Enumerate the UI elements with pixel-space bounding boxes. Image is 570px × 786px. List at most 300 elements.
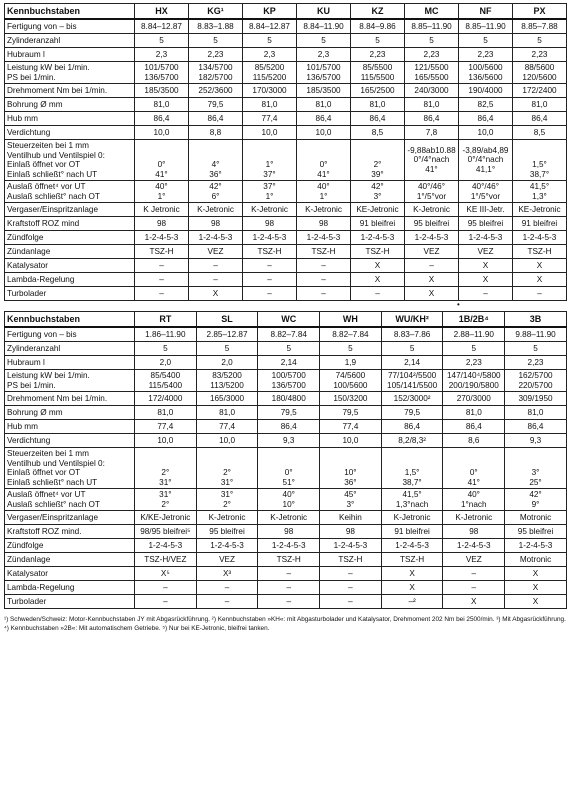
table-cell: 10,0 — [243, 126, 297, 140]
column-header: PX — [513, 4, 567, 20]
table-cell: 10,0 — [320, 434, 382, 448]
table-cell: TSZ-H — [351, 245, 405, 259]
table-cell: VEZ — [189, 245, 243, 259]
table-cell: 5 — [443, 342, 505, 356]
row-label: Steuerzeiten bei 1 mm Ventilhub und Ventilspiel 0: Einlaß öffnet vor OT Einlaß schließt° nach UT — [5, 448, 135, 489]
table-cell: 1-2-4-5-3 — [505, 539, 567, 553]
row-turbolader — [5, 595, 567, 609]
table-cell: 86,4 — [381, 420, 443, 434]
table-cell: 40° 1° — [135, 181, 189, 203]
table-cell: 190/4000 — [459, 84, 513, 98]
row-zuendfolge — [5, 539, 567, 553]
table-cell: 1-2-4-5-3 — [196, 539, 258, 553]
table-cell: 0° 41° — [443, 448, 505, 489]
table-cell: 152/3000² — [381, 392, 443, 406]
table-cell: K-Jetronic — [381, 511, 443, 525]
table-cell: 45° 3° — [320, 489, 382, 511]
table-cell: X — [513, 259, 567, 273]
table-cell: 98 — [297, 217, 351, 231]
row-vergaser — [5, 203, 567, 217]
table-cell: X — [381, 567, 443, 581]
row-fertigung — [5, 19, 567, 34]
table-cell: – — [258, 581, 320, 595]
table-cell: TSZ-H/VEZ — [135, 553, 197, 567]
header-row — [5, 4, 567, 20]
table-cell: 77/104²/5500 105/141/5500 — [381, 370, 443, 392]
table-cell: 81,0 — [405, 98, 459, 112]
table-cell: 147/140⁴/5800 200/190/5800 — [443, 370, 505, 392]
table-cell: 8.85–11.90 — [405, 19, 459, 34]
table-cell: 85/5400 115/5400 — [135, 370, 197, 392]
table-cell: 100/5700 136/5700 — [258, 370, 320, 392]
row-verdichtung — [5, 126, 567, 140]
table-cell: 86,4 — [405, 112, 459, 126]
table-cell: 10,0 — [135, 434, 197, 448]
row-steuer — [5, 140, 567, 181]
table-cell: 81,0 — [196, 406, 258, 420]
table-cell: TSZ-H — [381, 553, 443, 567]
row-label: Kraftstoff ROZ mind — [5, 217, 135, 231]
table-cell: 95 bleifrei — [196, 525, 258, 539]
row-label: Auslaß öffnet⁴ vor UT Auslaß schließt° nach OT — [5, 181, 135, 203]
table-cell: 91 bleifrei — [351, 217, 405, 231]
table-cell: 79,5 — [381, 406, 443, 420]
table-cell: – — [297, 259, 351, 273]
table-cell: 240/3000 — [405, 84, 459, 98]
table-cell: – — [196, 581, 258, 595]
table-cell: X — [405, 287, 459, 301]
table-cell: 2° 31° — [135, 448, 197, 489]
table-cell: 8.83–7.86 — [381, 327, 443, 342]
table-cell: – — [297, 273, 351, 287]
table-cell: K-Jetronic — [189, 203, 243, 217]
column-header: RT — [135, 312, 197, 328]
table-cell: 5 — [243, 34, 297, 48]
table-cell: Keihin — [320, 511, 382, 525]
row-zylinder — [5, 34, 567, 48]
table-cell: 8,5 — [513, 126, 567, 140]
table-cell: – — [189, 259, 243, 273]
row-vergaser — [5, 511, 567, 525]
table-cell: 8,2/8,3² — [381, 434, 443, 448]
table-cell: 2° 31° — [196, 448, 258, 489]
row-zylinder — [5, 342, 567, 356]
column-header: 3B — [505, 312, 567, 328]
table-cell: 86,4 — [513, 112, 567, 126]
table-cell: 1,9 — [320, 356, 382, 370]
table-cell: 10,0 — [297, 126, 351, 140]
table-cell: TSZ-H — [258, 553, 320, 567]
table-cell: 81,0 — [351, 98, 405, 112]
table-cell: 1-2-4-5-3 — [405, 231, 459, 245]
row-label: Hubraum l — [5, 356, 135, 370]
table-cell: 86,4 — [258, 420, 320, 434]
table-cell: Motronic — [505, 511, 567, 525]
table-cell: 8.84–9.86 — [351, 19, 405, 34]
table-cell: 1-2-4-5-3 — [443, 539, 505, 553]
table-cell: K Jetronic — [135, 203, 189, 217]
row-label: Bohrung Ø mm — [5, 98, 135, 112]
table-cell: 100/5600 136/5600 — [459, 62, 513, 84]
row-label: Hubraum l — [5, 48, 135, 62]
table-cell: – — [513, 287, 567, 301]
table-cell: 37° 1° — [243, 181, 297, 203]
table-cell: X — [459, 259, 513, 273]
margin-mark: • — [457, 300, 460, 309]
table-cell: KE III-Jetr. — [459, 203, 513, 217]
table-cell: 2,0 — [196, 356, 258, 370]
row-label: Zündanlage — [5, 245, 135, 259]
table-cell: 1-2-4-5-3 — [135, 231, 189, 245]
table-cell: 91 bleifrei — [513, 217, 567, 231]
table-cell: – — [243, 273, 297, 287]
row-label: Zylinderanzahl — [5, 34, 135, 48]
table-cell: 162/5700 220/5700 — [505, 370, 567, 392]
table-cell: 5 — [320, 342, 382, 356]
table-cell: 8,8 — [189, 126, 243, 140]
table-cell: 165/2500 — [351, 84, 405, 98]
table-cell: 74/5600 100/5600 — [320, 370, 382, 392]
table-cell: 8,5 — [351, 126, 405, 140]
table-cell: 40° 10° — [258, 489, 320, 511]
row-label: Kraftstoff ROZ mind. — [5, 525, 135, 539]
table-cell: 40°/46° 1°/5°vor — [405, 181, 459, 203]
table-cell: 83/5200 113/5200 — [196, 370, 258, 392]
table-cell: 40° 1° — [297, 181, 351, 203]
row-label: Zylinderanzahl — [5, 342, 135, 356]
table-cell: 185/3500 — [297, 84, 351, 98]
table-cell: – — [320, 595, 382, 609]
table-cell: 81,0 — [297, 98, 351, 112]
column-header: WH — [320, 312, 382, 328]
row-auslass — [5, 489, 567, 511]
table-cell: 5 — [135, 342, 197, 356]
table-cell: 10° 36° — [320, 448, 382, 489]
row-label: Hub mm — [5, 112, 135, 126]
header-row — [5, 312, 567, 328]
table-cell: 0° 41° — [135, 140, 189, 181]
table-cell: 85/5500 115/5500 — [351, 62, 405, 84]
table-cell: – — [135, 581, 197, 595]
table-cell: 2,23 — [459, 48, 513, 62]
table-cell: 95 bleifrei — [505, 525, 567, 539]
table-cell: K-Jetronic — [443, 511, 505, 525]
header-label: Kennbuchstaben — [5, 312, 135, 328]
table-cell: 5 — [135, 34, 189, 48]
table-cell: K-Jetronic — [405, 203, 459, 217]
table-cell: X — [189, 287, 243, 301]
table-cell: 5 — [405, 34, 459, 48]
table-cell: 8.85–11.90 — [459, 19, 513, 34]
table-cell: – — [351, 287, 405, 301]
table-cell: 2,23 — [189, 48, 243, 62]
table-cell: -9,88ab10.88 0°/4°nach 41° — [405, 140, 459, 181]
table-cell: 2,23 — [513, 48, 567, 62]
row-bohrung — [5, 406, 567, 420]
row-label: Katalysator — [5, 567, 135, 581]
table-cell: 0° 41° — [297, 140, 351, 181]
table-cell: 5 — [297, 34, 351, 48]
table-cell: 77,4 — [135, 420, 197, 434]
table-cell: 86,4 — [443, 420, 505, 434]
table-cell: 10,0 — [196, 434, 258, 448]
table-cell: 41,5° 1,3°nach — [381, 489, 443, 511]
table-cell: 9,3 — [505, 434, 567, 448]
table-cell: 86,4 — [297, 112, 351, 126]
table-gap — [4, 301, 566, 311]
row-label: Lambda-Regelung — [5, 273, 135, 287]
table-cell: X — [351, 259, 405, 273]
table-cell: 1-2-4-5-3 — [351, 231, 405, 245]
table-cell: 0° 51° — [258, 448, 320, 489]
row-label: Zündfolge — [5, 231, 135, 245]
table-cell: 165/3000 — [196, 392, 258, 406]
table-cell: 1-2-4-5-3 — [320, 539, 382, 553]
row-zuendfolge — [5, 231, 567, 245]
row-hub — [5, 112, 567, 126]
row-label: Drehmoment Nm bei 1/min. — [5, 84, 135, 98]
table-cell: X — [443, 595, 505, 609]
column-header: WU/KH² — [381, 312, 443, 328]
table-cell: 1-2-4-5-3 — [297, 231, 351, 245]
table-cell: 42° 3° — [351, 181, 405, 203]
table-cell: 2.88–11.90 — [443, 327, 505, 342]
row-label: Verdichtung — [5, 434, 135, 448]
table-cell: 8.82–7.84 — [258, 327, 320, 342]
row-zuendanlage — [5, 245, 567, 259]
table-cell: X — [513, 273, 567, 287]
row-label: Turbolader — [5, 287, 135, 301]
table-cell: 8.84–12.87 — [135, 19, 189, 34]
table-cell: 1-2-4-5-3 — [381, 539, 443, 553]
table-cell: 150/3200 — [320, 392, 382, 406]
table-cell: 98 — [135, 217, 189, 231]
row-label: Bohrung Ø mm — [5, 406, 135, 420]
table-cell: 95 bleifrei — [459, 217, 513, 231]
table-cell: 77,4 — [320, 420, 382, 434]
table-cell: – — [243, 259, 297, 273]
table-cell: 172/4000 — [135, 392, 197, 406]
row-label: Vergaser/Einspritzanlage — [5, 511, 135, 525]
row-label: Fertigung von – bis — [5, 327, 135, 342]
table-cell: 86,4 — [505, 420, 567, 434]
row-label: Lambda-Regelung — [5, 581, 135, 595]
table-cell: – — [459, 287, 513, 301]
table-cell: – — [135, 273, 189, 287]
table-cell: 8,6 — [443, 434, 505, 448]
table-cell: 98/95 bleifrei⁵ — [135, 525, 197, 539]
table-cell: TSZ-H — [513, 245, 567, 259]
table-cell: 98 — [243, 217, 297, 231]
table-cell: 5 — [381, 342, 443, 356]
column-header: MC — [405, 4, 459, 20]
row-drehmoment — [5, 84, 567, 98]
table-cell: 85/5200 115/5200 — [243, 62, 297, 84]
table-cell: 252/3600 — [189, 84, 243, 98]
table-cell: 2.85–12.87 — [196, 327, 258, 342]
table-cell: 81,0 — [443, 406, 505, 420]
row-label: Zündanlage — [5, 553, 135, 567]
table-cell: X — [405, 273, 459, 287]
table-cell: 5 — [351, 34, 405, 48]
row-label: Turbolader — [5, 595, 135, 609]
row-kraftstoff — [5, 525, 567, 539]
header-label: Kennbuchstaben — [5, 4, 135, 20]
table-cell: VEZ — [459, 245, 513, 259]
table-cell: X³ — [196, 567, 258, 581]
table-cell: 2,23 — [505, 356, 567, 370]
table-cell: X⁵ — [135, 567, 197, 581]
table-cell: 2,23 — [443, 356, 505, 370]
table-cell: 82,5 — [459, 98, 513, 112]
table-cell: K-Jetronic — [196, 511, 258, 525]
row-turbolader — [5, 287, 567, 301]
table-cell: 40° 1°nach — [443, 489, 505, 511]
table-cell: 4° 36° — [189, 140, 243, 181]
row-label: Verdichtung — [5, 126, 135, 140]
table-cell: K-Jetronic — [258, 511, 320, 525]
table-cell: 10,0 — [459, 126, 513, 140]
column-header: WC — [258, 312, 320, 328]
table-cell: 2,14 — [381, 356, 443, 370]
table-cell: 98 — [320, 525, 382, 539]
table-cell: Motronic — [505, 553, 567, 567]
row-lambda — [5, 581, 567, 595]
table-cell: 5 — [189, 34, 243, 48]
table-cell: 91 bleifrei — [381, 525, 443, 539]
engine-spec-table-1 — [4, 3, 567, 301]
table-cell: 3° 25° — [505, 448, 567, 489]
table-cell: 1,5° 38,7° — [513, 140, 567, 181]
table-cell: 81,0 — [513, 98, 567, 112]
table-cell: 2,23 — [405, 48, 459, 62]
table-cell: X — [351, 273, 405, 287]
column-header: KU — [297, 4, 351, 20]
table-cell: 1,5° 38,7° — [381, 448, 443, 489]
row-auslass — [5, 181, 567, 203]
table-cell: 8.85–7.88 — [513, 19, 567, 34]
table-cell: 1-2-4-5-3 — [513, 231, 567, 245]
table-cell: TSZ-H — [297, 245, 351, 259]
table-cell: X — [381, 581, 443, 595]
column-header: SL — [196, 312, 258, 328]
table-cell: 5 — [258, 342, 320, 356]
table-cell: TSZ-H — [243, 245, 297, 259]
row-label: Katalysator — [5, 259, 135, 273]
table-cell: TSZ-H — [320, 553, 382, 567]
table-cell: 5 — [513, 34, 567, 48]
table-cell: 98 — [258, 525, 320, 539]
footnotes: ¹) Schweden/Schweiz: Motor-Kennbuchstaben JY mit Abgasrückführung. ²) Kennbuchstaben »KH«: mit Abgasturbolader und Katalysator, Drehmoment 202 Nm bei 2500/min. ³) Mit Abgasrückführung. ⁴) Kennbuchstaben »2B«: Mit automatischem Getriebe. ⁵) Nur bei KE-Jetronic, bleifrei tanken. — [4, 616, 566, 632]
column-header: KP — [243, 4, 297, 20]
table-cell: 2,23 — [351, 48, 405, 62]
table-cell: 8.82–7.84 — [320, 327, 382, 342]
table-cell: 86,4 — [459, 112, 513, 126]
table-cell: 81,0 — [135, 98, 189, 112]
row-label: Vergaser/Einspritzanlage — [5, 203, 135, 217]
table-cell: 42° 6° — [189, 181, 243, 203]
table-cell: 77,4 — [243, 112, 297, 126]
table-cell: KE-Jetronic — [351, 203, 405, 217]
table-cell: 8.83–1.88 — [189, 19, 243, 34]
table-cell: 41,5° 1,3° — [513, 181, 567, 203]
row-drehmoment — [5, 392, 567, 406]
table-cell: 134/5700 182/5700 — [189, 62, 243, 84]
table-cell: 10,0 — [135, 126, 189, 140]
engine-spec-table-2 — [4, 311, 567, 609]
spec-sheet — [4, 3, 566, 633]
table-cell: 309/1950 — [505, 392, 567, 406]
table-cell: X — [505, 595, 567, 609]
table-cell: 2,3 — [243, 48, 297, 62]
table-cell: –² — [381, 595, 443, 609]
table-cell: 79,5 — [258, 406, 320, 420]
row-lambda — [5, 273, 567, 287]
row-leistung — [5, 370, 567, 392]
table-cell: – — [405, 259, 459, 273]
column-header: 1B/2B⁴ — [443, 312, 505, 328]
table-cell: 5 — [459, 34, 513, 48]
table-cell: 31° 2° — [135, 489, 197, 511]
table-cell: – — [196, 595, 258, 609]
table-cell: – — [135, 259, 189, 273]
table-cell: X — [505, 567, 567, 581]
table-cell: 81,0 — [505, 406, 567, 420]
table-cell: 101/5700 136/5700 — [135, 62, 189, 84]
table-cell: 2,14 — [258, 356, 320, 370]
column-header: HX — [135, 4, 189, 20]
table-cell: 31° 2° — [196, 489, 258, 511]
table-cell: K-Jetronic — [243, 203, 297, 217]
table-cell: 5 — [196, 342, 258, 356]
table-cell: KE-Jetronic — [513, 203, 567, 217]
table-cell: 2,3 — [135, 48, 189, 62]
table-cell: 9,3 — [258, 434, 320, 448]
table-cell: – — [135, 595, 197, 609]
table-cell: 2° 39° — [351, 140, 405, 181]
row-hub — [5, 420, 567, 434]
row-fertigung — [5, 327, 567, 342]
table-cell: K-Jetronic — [297, 203, 351, 217]
table-cell: 1-2-4-5-3 — [135, 539, 197, 553]
table-cell: – — [443, 581, 505, 595]
table-cell: 2,0 — [135, 356, 197, 370]
row-label: Steuerzeiten bei 1 mm Ventilhub und Ventilspiel 0: Einlaß öffnet vor OT Einlaß schließt° nach UT — [5, 140, 135, 181]
table-cell: -3,89/ab4,89 0°/4°nach 41,1° — [459, 140, 513, 181]
table-cell: TSZ-H — [135, 245, 189, 259]
table-cell: 185/3500 — [135, 84, 189, 98]
row-label: Leistung kW bei 1/min. PS bei 1/min. — [5, 370, 135, 392]
table-cell: – — [189, 273, 243, 287]
row-leistung — [5, 62, 567, 84]
table-cell: 88/5600 120/5600 — [513, 62, 567, 84]
table-cell: 1-2-4-5-3 — [243, 231, 297, 245]
row-label: Zündfolge — [5, 539, 135, 553]
table-cell: X — [505, 581, 567, 595]
table-cell: 81,0 — [135, 406, 197, 420]
table-cell: 1-2-4-5-3 — [258, 539, 320, 553]
row-label: Hub mm — [5, 420, 135, 434]
table-cell: 1.86–11.90 — [135, 327, 197, 342]
row-katalysator — [5, 567, 567, 581]
table-cell: – — [135, 287, 189, 301]
table-cell: 98 — [443, 525, 505, 539]
table-cell: – — [297, 287, 351, 301]
row-verdichtung — [5, 434, 567, 448]
table-cell: 8.84–12.87 — [243, 19, 297, 34]
table-cell: – — [258, 595, 320, 609]
table-cell: 95 bleifrei — [405, 217, 459, 231]
